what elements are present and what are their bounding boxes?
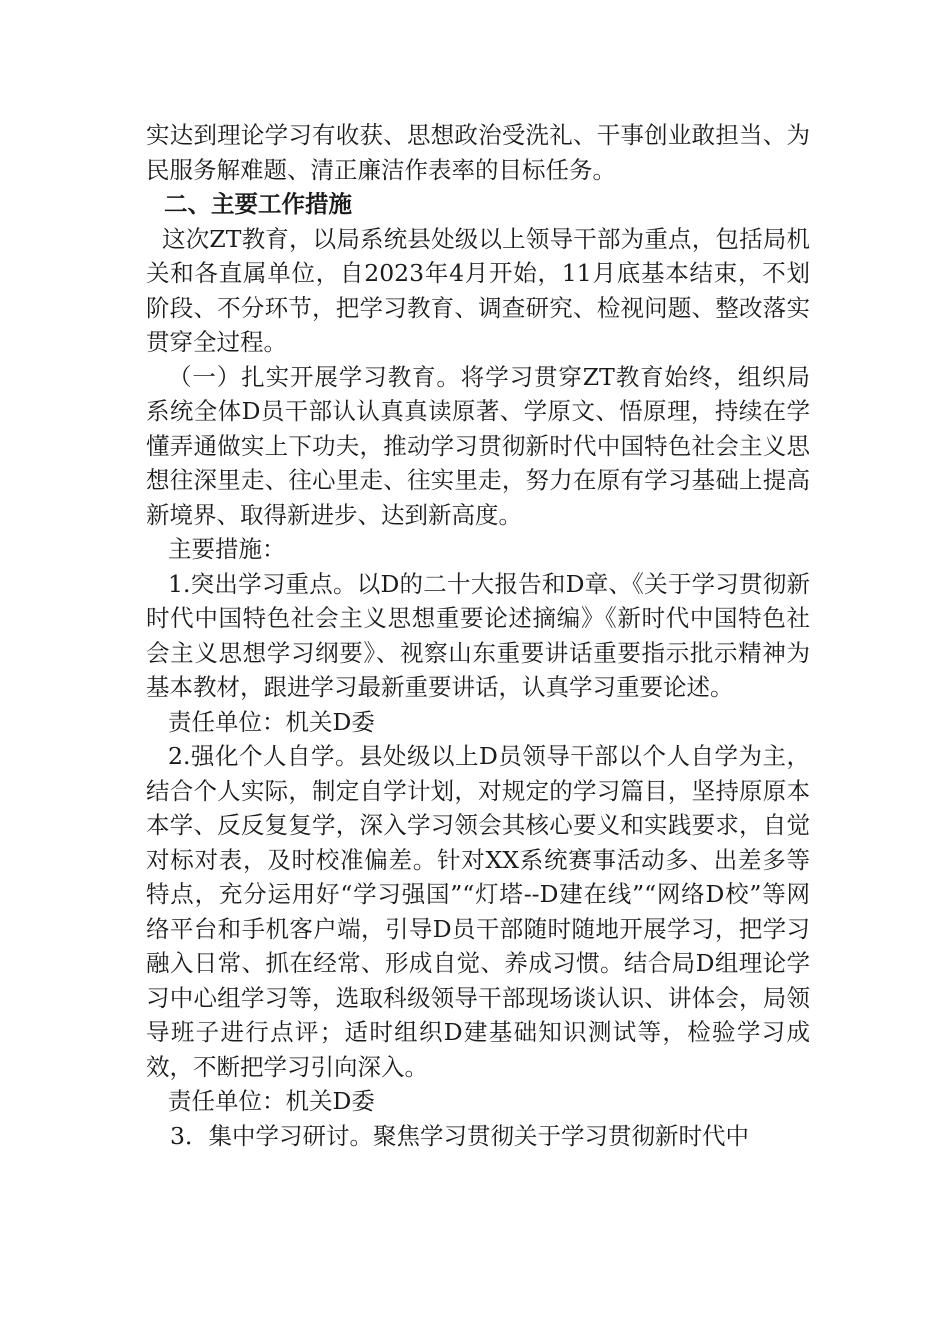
paragraph-responsible-2: 责任单位：机关D委	[168, 1087, 375, 1115]
paragraph-continuation: 实达到理论学习有收获、思想政治受洗礼、干事创业敢担当、为民服务解难题、清正廉洁作表率的目标任务。	[146, 121, 810, 184]
paragraph-item-3: 3．集中学习研讨。聚焦学习贯彻关于学习贯彻新时代中	[170, 1121, 749, 1150]
paragraph-overview: 这次ZT教育，以局系统县处级以上领导干部为重点，包括局机关和各直属单位，自2023年4月开始，11月底基本结束，不划阶段、不分环节，把学习教育、调查研究、检视问题、整改落实贯穿全过程。	[146, 224, 810, 356]
paragraph-measures-label: 主要措施：	[168, 535, 286, 563]
paragraph-item-2: 2.强化个人自学。县处级以上D员领导干部以个人自学为主，结合个人实际，制定自学计划，对规定的学习篇目，坚持原原本本学、反反复复学，深入学习领会其核心要义和实践要求，自觉对标对表，及时校准偏差。针对XX系统赛事活动多、出差多等特点，充分运用好“学习强国”“灯塔--D建在线”“网络D校”等网络平台和手机客户端，引导D员干部随时随地开展学习，把学习融入日常、抓在经常、形成自觉、养成习惯。结合局D组理论学习中心组学习等，选取科级领导干部现场谈认识、讲体会，局领导班子进行点评；适时组织D建基础知识测试等，检验学习成效，不断把学习引向深入。	[146, 742, 810, 1081]
paragraph-responsible-1: 责任单位：机关D委	[168, 707, 375, 736]
document-page	[146, 118, 810, 1153]
paragraph-subsection-1: （一）扎实开展学习教育。将学习贯穿ZT教育始终，组织局系统全体D员干部认认真真读原著、学原文、悟原理，持续在学懂弄通做实上下功夫，推动学习贯彻新时代中国特色社会主义思想往深里走、往心里走、往实里走，努力在原有学习基础上提高新境界、取得新进步、达到新高度。	[146, 362, 810, 529]
section-heading: 二、主要工作措施	[164, 190, 352, 218]
paragraph-item-1: 1.突出学习重点。以D的二十大报告和D章、《关于学习贯彻新时代中国特色社会主义思想重要论述摘编》《新时代中国特色社会主义思想学习纲要》、视察山东重要讲话重要指示批示精神为基本教材，跟进学习最新重要讲话，认真学习重要论述。	[146, 569, 810, 701]
